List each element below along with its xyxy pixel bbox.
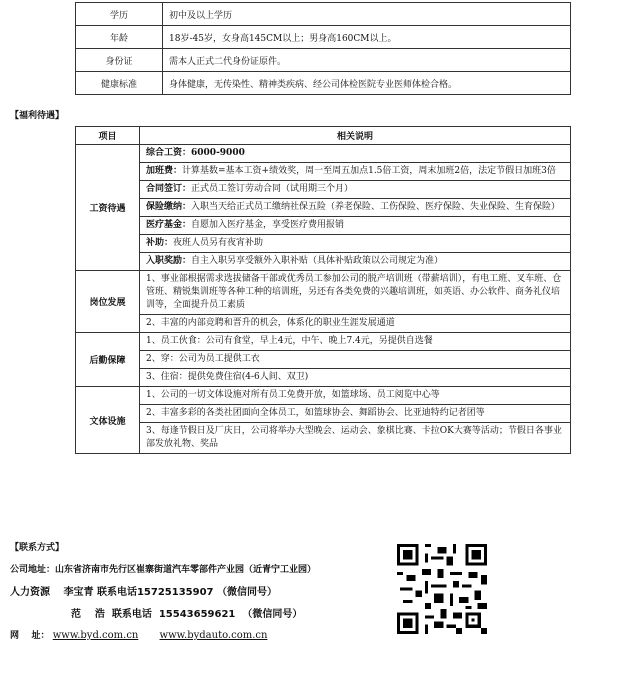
header-desc: 相关说明 [140,127,571,145]
benefit-detail [140,253,571,271]
hr-label: 人力资源 [10,587,50,598]
benefit-text: 3、住宿：提供免费住宿(4-6人间、双卫) [146,372,309,382]
benefit-label: 入职奖励： [146,256,192,266]
benefits-table [75,126,571,454]
header-item: 项目 [76,127,140,145]
requirement-key: 健康标准 [76,72,163,95]
benefit-row [76,315,571,333]
benefit-row [76,405,571,423]
benefit-row [76,387,571,405]
website-link-2[interactable]: www.bydauto.com.cn [159,630,268,641]
benefit-detail [140,333,571,351]
requirement-key: 年龄 [76,26,163,49]
benefit-detail [140,369,571,387]
benefit-detail [140,181,571,199]
requirements-table [75,2,571,95]
qr-code-image [397,544,487,634]
requirement-row [76,26,571,49]
website-line [10,628,285,641]
requirement-key: 身份证 [76,49,163,72]
requirement-value: 身体健康，无传染性、精神类疾病、经公司体检医院专业医师体检合格。 [163,72,571,95]
benefit-category: 工资待遇 [76,145,140,271]
benefit-label: 医疗基金： [146,220,192,230]
benefit-category: 文体设施 [76,387,140,454]
benefit-detail [140,217,571,235]
website-link-1[interactable]: www.byd.com.cn [52,630,139,641]
benefit-row [76,145,571,163]
benefit-row [76,217,571,235]
benefit-detail [140,235,571,253]
benefit-detail [140,315,571,333]
requirement-row [76,3,571,26]
benefit-text: 1、员工伙食：公司有食堂，早上4元，中午、晚上7.4元，另提供自选餐 [146,336,433,346]
benefit-detail [140,405,571,423]
benefit-label: 补助： [146,238,174,248]
requirement-value: 18岁-45岁，女身高145CM以上；男身高160CM以上。 [163,26,571,49]
benefit-category: 岗位发展 [76,271,140,333]
benefit-row [76,163,571,181]
benefit-text: 2、丰富多彩的各类社团面向全体员工，如篮球协会、舞蹈协会、比亚迪特约记者团等 [146,408,485,418]
requirement-row [76,49,571,72]
benefit-detail [140,145,571,163]
benefit-label: 保险缴纳： [146,202,192,212]
benefit-detail [140,351,571,369]
benefit-detail [140,199,571,217]
hr-contact-1: 李宝青 联系电话15725135907 （微信同号） [63,587,277,598]
benefit-row [76,271,571,315]
benefit-label: 综合工资： [146,148,192,158]
benefit-text: 2、丰富的内部竞聘和晋升的机会，体系化的职业生涯发展通道 [146,318,395,328]
benefit-row [76,423,571,454]
benefit-row [76,181,571,199]
benefit-row [76,333,571,351]
benefit-detail [140,271,571,315]
benefit-detail [140,423,571,454]
benefit-text: 1、公司的一切文体设施对所有员工免费开放，如篮球场、员工阅览中心等 [146,390,440,400]
benefit-row [76,351,571,369]
benefits-title: 【福利待遇】 [10,111,65,121]
hr-contact-2: 范 浩 联系电话 15543659621 （微信同号） [71,609,303,620]
benefit-text: 正式员工签订劳动合同（试用期三个月） [191,184,354,194]
benefit-text: 2、穿：公司为员工提供工衣 [146,354,260,364]
benefit-row [76,235,571,253]
benefit-detail [140,387,571,405]
benefit-row [76,199,571,217]
company-address: 公司地址：山东省济南市先行区崔寨街道汽车零部件产业园（近青宁工业园） [10,565,317,575]
requirement-key: 学历 [76,3,163,26]
hr-line-1 [10,583,277,598]
benefit-text: 6000-9000 [191,148,245,158]
website-label: 网 址： [10,631,50,641]
requirement-value: 需本人正式二代身份证原件。 [163,49,571,72]
benefit-row [76,253,571,271]
requirement-row [76,72,571,95]
benefit-text: 自愿加入医疗基金，享受医疗费用报销 [191,220,345,230]
benefit-label: 合同签订： [146,184,192,194]
benefit-label: 加班费： [146,166,183,176]
benefit-text: 1、事业部根据需求选拔储备干部或优秀员工参加公司的脱产培训班（带薪培训），有电工班、叉车班、仓管班、精锐集训班等各种工种的培训班，另还有各类免费的兴趣培训班，如英语、办公软件、商务礼仪培训等，全面提升员工素质 [146,274,562,310]
benefit-text: 计算基数=基本工资+绩效奖，周一至周五加点1.5倍工资，周末加班2倍，法定节假日加班3倍 [182,166,556,176]
benefit-detail [140,163,571,181]
requirement-value: 初中及以上学历 [163,3,571,26]
benefit-category: 后勤保障 [76,333,140,387]
benefit-text: 3、每逢节假日及厂庆日，公司将举办大型晚会、运动会、象棋比赛、卡拉OK大赛等活动；节假日各事业部发放礼物、奖品 [146,426,562,449]
benefit-text: 夜班人员另有夜宵补助 [173,238,264,248]
benefit-row [76,369,571,387]
contact-title: 【联系方式】 [10,543,65,553]
benefit-text: 入职当天给正式员工缴纳社保五险（养老保险、工伤保险、医疗保险、失业保险、生育保险） [191,202,561,212]
benefit-text: 自主入职另享受额外入职补贴（具体补贴政策以公司规定为准） [191,256,444,266]
